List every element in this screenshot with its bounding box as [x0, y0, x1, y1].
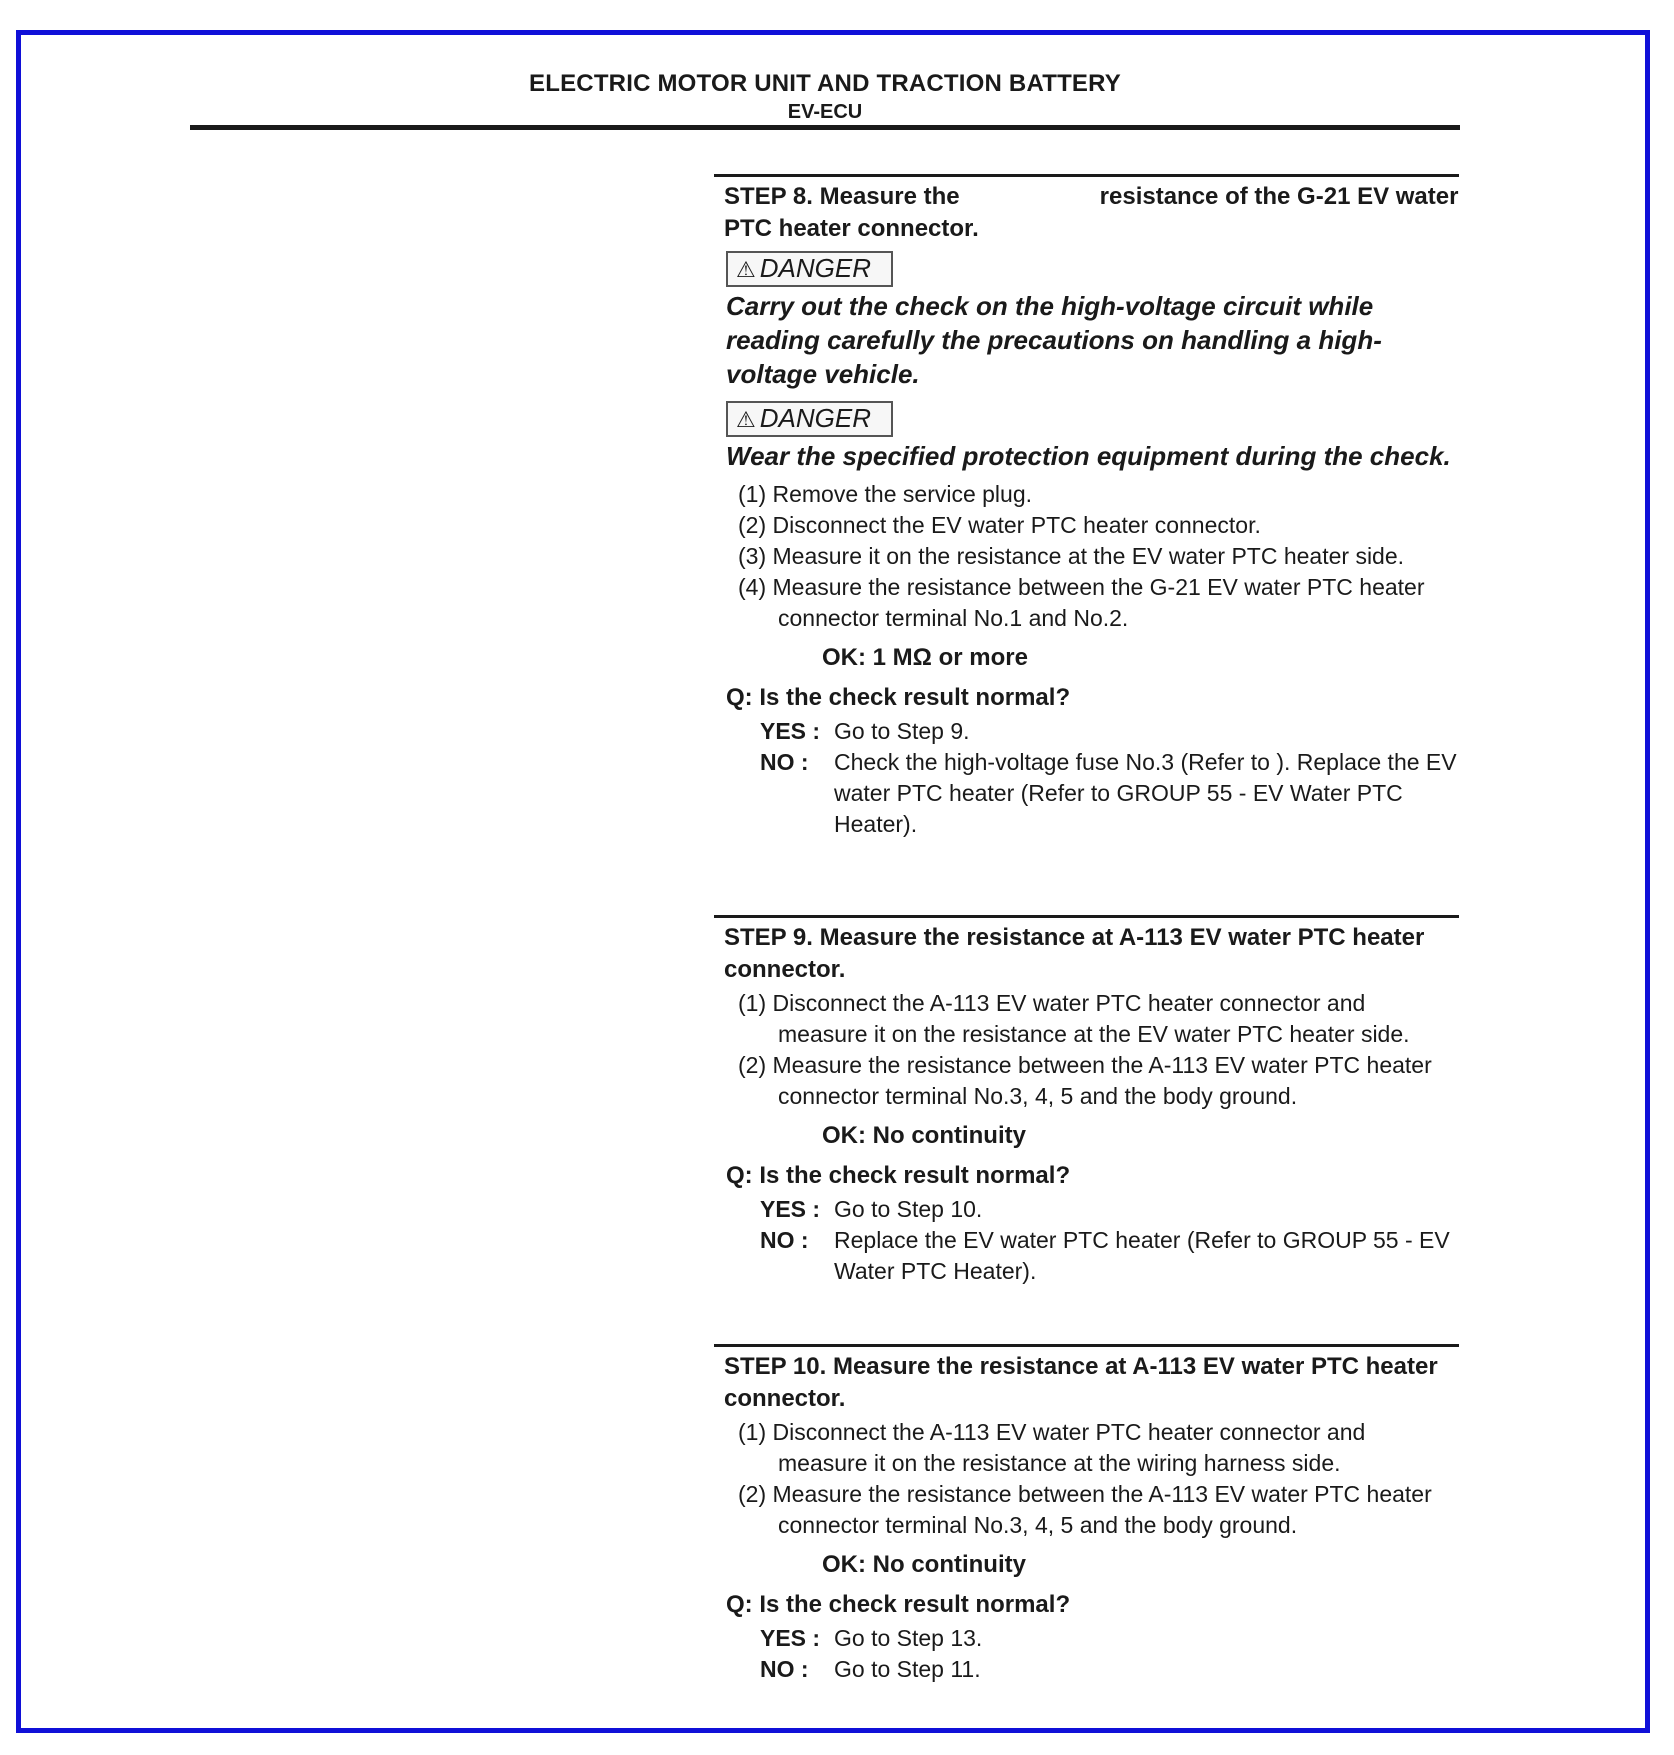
- procedure-item: (2) Disconnect the EV water PTC heater connector.: [738, 512, 1261, 538]
- step-divider: [714, 174, 1459, 177]
- warning-icon: ⚠: [736, 407, 756, 432]
- answer-no-value: Replace the EV water PTC heater (Refer to GROUP 55 - EV Water PTC Heater).: [834, 1227, 1450, 1284]
- danger-label: [726, 251, 893, 287]
- procedure-item: (1) Remove the service plug.: [738, 481, 1033, 507]
- procedure-item: (1) Disconnect the A-113 EV water PTC heater connector and measure it on the resistance at the wiring harness side.: [738, 1419, 1366, 1476]
- procedure-item: (4) Measure the resistance between the G-21 EV water PTC heater connector terminal No.1 and No.2.: [738, 574, 1425, 631]
- warning-icon: ⚠: [736, 257, 756, 282]
- step-10-title: STEP 10. Measure the resistance at A-113 EV water PTC heater connector.: [724, 1353, 1438, 1412]
- section-title: ELECTRIC MOTOR UNIT AND TRACTION BATTERY: [529, 70, 1121, 97]
- step-10: [714, 1344, 1459, 1685]
- answer-no: [760, 1654, 1459, 1685]
- step-9-title: STEP 9. Measure the resistance at A-113 EV water PTC heater connector.: [724, 924, 1425, 983]
- answer-yes: [760, 1623, 1459, 1654]
- answer-yes-value: Go to Step 9.: [834, 718, 970, 744]
- answer-yes: [760, 1194, 1459, 1225]
- answer-no-key: NO :: [760, 1656, 809, 1682]
- answer-yes-key: YES :: [760, 718, 821, 744]
- procedure-item: (1) Disconnect the A-113 EV water PTC heater connector and measure it on the resistance at the EV water PTC heater side.: [738, 990, 1410, 1047]
- answer-no-value: Go to Step 11.: [834, 1656, 981, 1682]
- answer-no: [760, 747, 1459, 840]
- ok-criteria: OK: No continuity: [822, 1122, 1026, 1149]
- answer-yes-value: Go to Step 10.: [834, 1196, 983, 1222]
- answer-no-key: NO :: [760, 1227, 809, 1253]
- answer-no: [760, 1225, 1459, 1287]
- procedure-item: (2) Measure the resistance between the A-113 EV water PTC heater connector terminal No.3, 4, 5 and the body ground.: [738, 1052, 1432, 1109]
- danger-label-text: DANGER: [759, 253, 871, 283]
- check-question: Q: Is the check result normal?: [726, 684, 1071, 711]
- answer-yes-key: YES :: [760, 1625, 821, 1651]
- danger-label-text: DANGER: [759, 403, 871, 433]
- answer-no-key: NO :: [760, 749, 809, 775]
- check-question: Q: Is the check result normal?: [726, 1162, 1071, 1189]
- answer-no-value: Check the high-voltage fuse No.3 (Refer to ). Replace the EV water PTC heater (Refer to GROUP 55 - EV Water PTC Heater).: [834, 749, 1457, 837]
- header-rule: [190, 125, 1460, 130]
- danger-message: Wear the specified protection equipment during the check.: [726, 441, 1451, 471]
- procedure-item: (3) Measure it on the resistance at the EV water PTC heater side.: [738, 543, 1405, 569]
- section-subtitle: EV-ECU: [787, 101, 863, 123]
- ok-criteria: OK: No continuity: [822, 1551, 1026, 1578]
- step-8-title-end: resistance of the G-21 EV water PTC heater connector.: [724, 183, 1459, 242]
- answer-yes-key: YES :: [760, 1196, 821, 1222]
- answer-yes: [760, 716, 1459, 747]
- step-8-title: [724, 181, 1459, 245]
- danger-message: Carry out the check on the high-voltage circuit while reading carefully the precautions on handling a high-voltage vehicle.: [726, 291, 1382, 389]
- step-divider: [714, 915, 1459, 918]
- step-8-title-start: STEP 8. Measure the: [724, 183, 960, 210]
- step-divider: [714, 1344, 1459, 1347]
- ok-criteria: OK: 1 MΩ or more: [822, 644, 1028, 671]
- danger-label: [726, 401, 893, 437]
- answer-yes-value: Go to Step 13.: [834, 1625, 983, 1651]
- check-question: Q: Is the check result normal?: [726, 1591, 1071, 1618]
- step-9: [714, 915, 1459, 1287]
- step-8: [714, 174, 1459, 840]
- procedure-item: (2) Measure the resistance between the A-113 EV water PTC heater connector terminal No.3, 4, 5 and the body ground.: [738, 1481, 1432, 1538]
